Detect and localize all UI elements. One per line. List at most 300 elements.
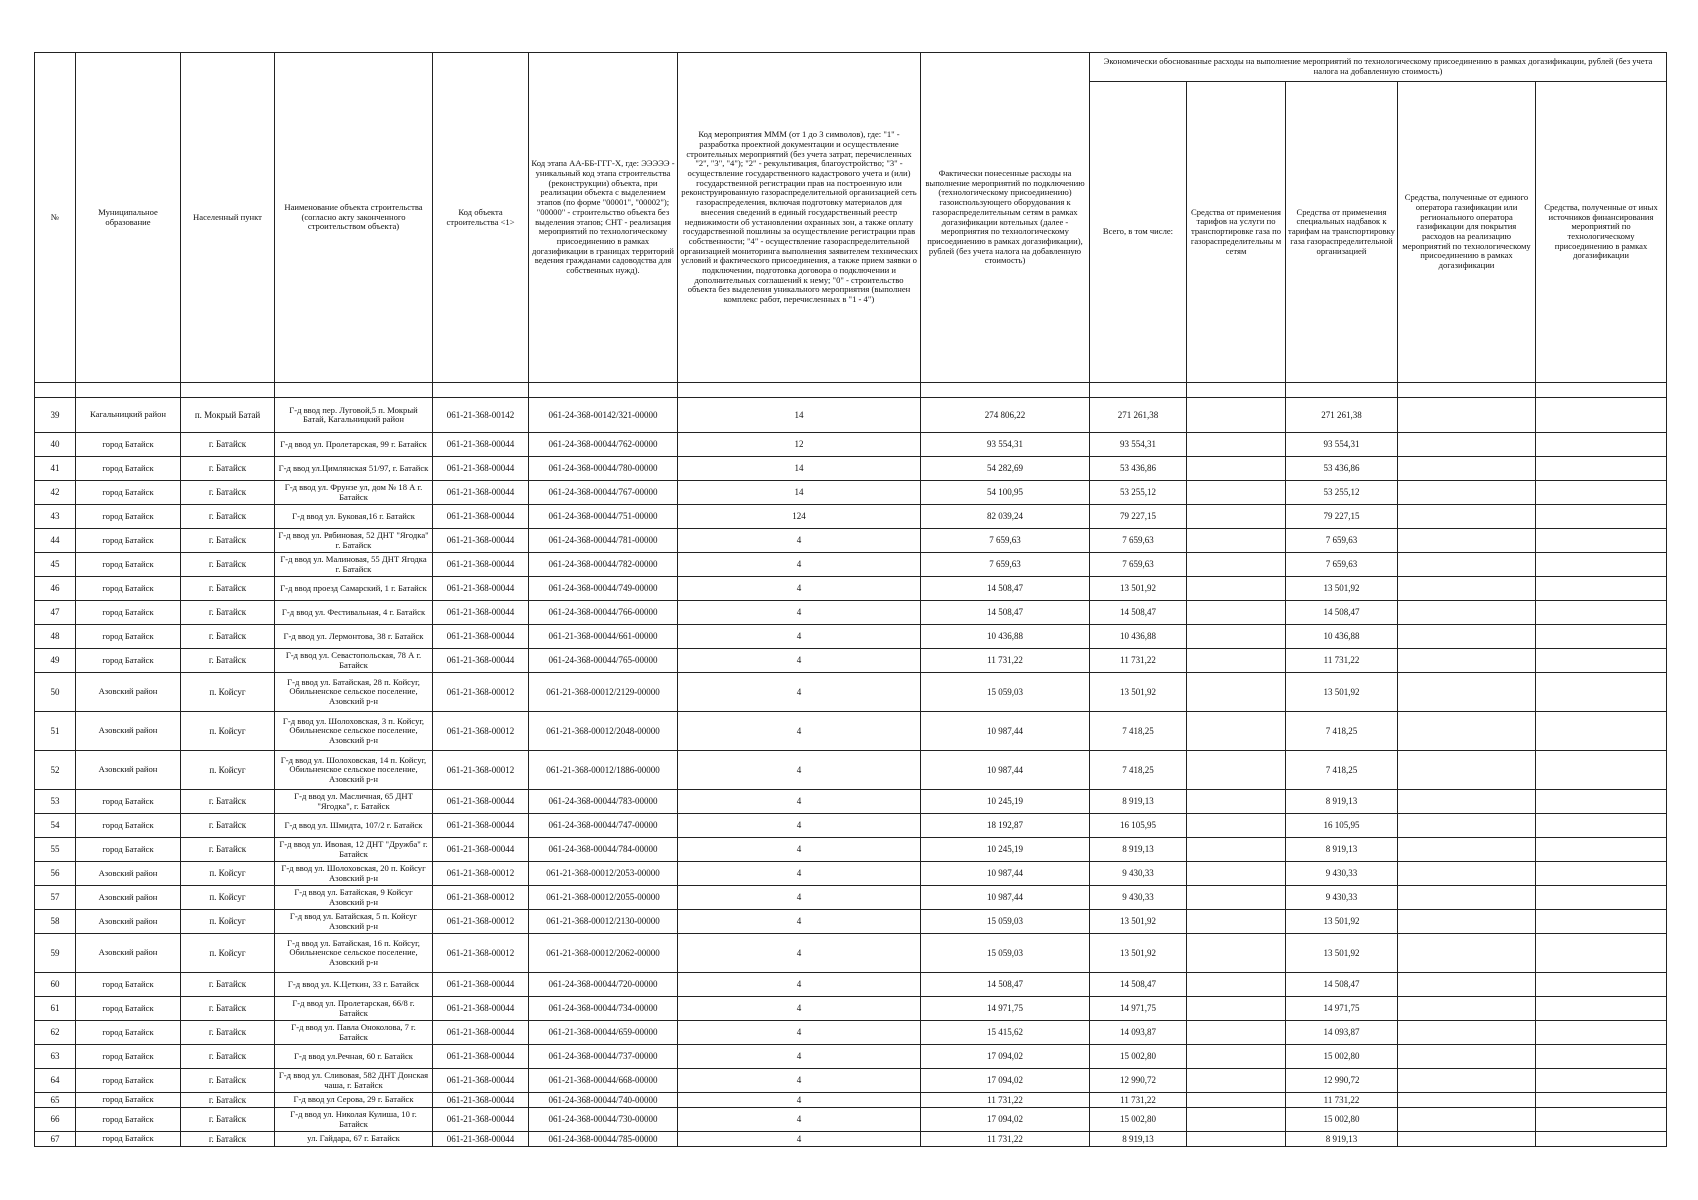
row-stage-code: 061-21-368-00012/2053-00000 (529, 862, 678, 886)
header-econ-group: Экономически обоснованные расходы на выполнение мероприятий по технологическому присоединению в рамках догазификации, рублей (без учета налога на добавленную стоимость) (1090, 53, 1667, 82)
row-measure-code: 4 (678, 838, 921, 862)
row-municipality: город Батайск (76, 1045, 181, 1069)
row-object-code: 061-21-368-00044 (433, 457, 529, 481)
row-object-name: Г-д ввод ул. Пролетарская, 66/8 г. Батайск (275, 997, 433, 1021)
row-measure-code: 4 (678, 529, 921, 553)
row-municipality: Азовский район (76, 910, 181, 934)
row-measure-code: 4 (678, 997, 921, 1021)
row-object-name: Г-д ввод ул Серова, 29 г. Батайск (275, 1093, 433, 1108)
row-tariff-funds (1187, 649, 1286, 673)
row-measure-code: 4 (678, 910, 921, 934)
row-operator-funds (1398, 934, 1536, 973)
row-measure-code: 4 (678, 886, 921, 910)
row-actual-costs: 17 094,02 (921, 1045, 1090, 1069)
table-row (35, 934, 1667, 973)
row-operator-funds (1398, 1045, 1536, 1069)
row-measure-code: 14 (678, 457, 921, 481)
row-settlement: г. Батайск (181, 973, 275, 997)
row-operator-funds (1398, 790, 1536, 814)
row-actual-costs: 7 659,63 (921, 553, 1090, 577)
row-object-code: 061-21-368-00012 (433, 673, 529, 712)
row-other-funds (1536, 577, 1667, 601)
row-object-code: 061-21-368-00044 (433, 433, 529, 457)
row-tariff-funds (1187, 910, 1286, 934)
row-stage-code: 061-24-368-00044/737-00000 (529, 1045, 678, 1069)
header-gap-row (35, 383, 1667, 398)
row-special-markup: 13 501,92 (1286, 910, 1398, 934)
row-object-code: 061-21-368-00044 (433, 601, 529, 625)
row-object-name: Г-д ввод ул. Батайская, 16 п. Койсуг, Обильненское сельское поселение, Азовский р-н (275, 934, 433, 973)
row-other-funds (1536, 1093, 1667, 1108)
row-object-code: 061-21-368-00012 (433, 886, 529, 910)
row-total: 12 990,72 (1090, 1069, 1187, 1093)
table-row (35, 1069, 1667, 1093)
table-body (35, 383, 1667, 1147)
row-object-code: 061-21-368-00044 (433, 1132, 529, 1147)
row-number: 43 (35, 505, 76, 529)
row-special-markup: 93 554,31 (1286, 433, 1398, 457)
row-municipality: Азовский район (76, 712, 181, 751)
row-number: 39 (35, 398, 76, 433)
row-operator-funds (1398, 601, 1536, 625)
row-tariff-funds (1187, 481, 1286, 505)
row-other-funds (1536, 457, 1667, 481)
row-settlement: г. Батайск (181, 790, 275, 814)
row-measure-code: 4 (678, 1093, 921, 1108)
gasification-costs-table (34, 52, 1667, 1147)
row-operator-funds (1398, 997, 1536, 1021)
row-settlement: г. Батайск (181, 997, 275, 1021)
row-actual-costs: 10 987,44 (921, 862, 1090, 886)
row-measure-code: 4 (678, 1021, 921, 1045)
row-actual-costs: 11 731,22 (921, 1093, 1090, 1108)
row-actual-costs: 82 039,24 (921, 505, 1090, 529)
row-number: 55 (35, 838, 76, 862)
row-municipality: город Батайск (76, 1021, 181, 1045)
row-total: 7 418,25 (1090, 751, 1187, 790)
row-total: 7 418,25 (1090, 712, 1187, 751)
row-object-name: Г-д ввод ул. Масличная, 65 ДНТ "Ягодка", г. Батайск (275, 790, 433, 814)
row-settlement: п. Койсуг (181, 910, 275, 934)
row-number: 48 (35, 625, 76, 649)
row-number: 50 (35, 673, 76, 712)
row-measure-code: 12 (678, 433, 921, 457)
row-operator-funds (1398, 625, 1536, 649)
row-tariff-funds (1187, 1069, 1286, 1093)
row-tariff-funds (1187, 712, 1286, 751)
row-settlement: г. Батайск (181, 1108, 275, 1132)
row-special-markup: 14 508,47 (1286, 973, 1398, 997)
row-municipality: город Батайск (76, 973, 181, 997)
row-actual-costs: 93 554,31 (921, 433, 1090, 457)
row-operator-funds (1398, 973, 1536, 997)
row-tariff-funds (1187, 1093, 1286, 1108)
row-special-markup: 7 659,63 (1286, 553, 1398, 577)
row-tariff-funds (1187, 553, 1286, 577)
table-row (35, 973, 1667, 997)
row-number: 67 (35, 1132, 76, 1147)
row-special-markup: 53 255,12 (1286, 481, 1398, 505)
row-object-name: Г-д ввод ул. Батайская, 9 Койсуг Азовский р-н (275, 886, 433, 910)
row-actual-costs: 14 508,47 (921, 577, 1090, 601)
row-other-funds (1536, 814, 1667, 838)
row-tariff-funds (1187, 505, 1286, 529)
row-object-code: 061-21-368-00012 (433, 712, 529, 751)
row-object-code: 061-21-368-00044 (433, 838, 529, 862)
table-row (35, 577, 1667, 601)
row-stage-code: 061-24-368-00044/765-00000 (529, 649, 678, 673)
row-settlement: г. Батайск (181, 649, 275, 673)
row-total: 13 501,92 (1090, 577, 1187, 601)
row-operator-funds (1398, 1108, 1536, 1132)
row-operator-funds (1398, 457, 1536, 481)
row-special-markup: 13 501,92 (1286, 577, 1398, 601)
row-other-funds (1536, 1021, 1667, 1045)
row-object-name: Г-д ввод ул. Батайская, 28 п. Койсуг, Обильненское сельское поселение, Азовский р-н (275, 673, 433, 712)
row-object-name: Г-д ввод пер. Луговой,5 п. Мокрый Батай, Кагальницкий район (275, 398, 433, 433)
table-row (35, 751, 1667, 790)
row-total: 53 255,12 (1090, 481, 1187, 505)
row-settlement: п. Койсуг (181, 751, 275, 790)
row-object-name: Г-д ввод ул. Шмидта, 107/2 г. Батайск (275, 814, 433, 838)
row-operator-funds (1398, 649, 1536, 673)
row-number: 42 (35, 481, 76, 505)
row-operator-funds (1398, 814, 1536, 838)
row-total: 13 501,92 (1090, 910, 1187, 934)
row-stage-code: 061-24-368-00044/762-00000 (529, 433, 678, 457)
table-row (35, 910, 1667, 934)
row-actual-costs: 18 192,87 (921, 814, 1090, 838)
row-measure-code: 4 (678, 673, 921, 712)
row-total: 7 659,63 (1090, 529, 1187, 553)
row-actual-costs: 15 415,62 (921, 1021, 1090, 1045)
row-stage-code: 061-24-368-00044/767-00000 (529, 481, 678, 505)
row-actual-costs: 10 245,19 (921, 838, 1090, 862)
row-actual-costs: 10 987,44 (921, 712, 1090, 751)
row-object-code: 061-21-368-00012 (433, 751, 529, 790)
row-object-code: 061-21-368-00044 (433, 625, 529, 649)
row-tariff-funds (1187, 577, 1286, 601)
row-special-markup: 15 002,80 (1286, 1045, 1398, 1069)
row-number: 52 (35, 751, 76, 790)
row-settlement: п. Койсуг (181, 712, 275, 751)
row-actual-costs: 15 059,03 (921, 673, 1090, 712)
header-other-funds: Средства, полученные от иных источников финансирования мероприятий по технологическому присоединению в рамках догазификации (1536, 82, 1667, 383)
row-stage-code: 061-24-368-00044/749-00000 (529, 577, 678, 601)
row-settlement: г. Батайск (181, 814, 275, 838)
row-number: 65 (35, 1093, 76, 1108)
row-tariff-funds (1187, 625, 1286, 649)
row-object-code: 061-21-368-00012 (433, 862, 529, 886)
row-operator-funds (1398, 751, 1536, 790)
row-measure-code: 4 (678, 553, 921, 577)
row-object-code: 061-21-368-00044 (433, 997, 529, 1021)
row-object-name: Г-д ввод проезд Самарский, 1 г. Батайск (275, 577, 433, 601)
row-total: 53 436,86 (1090, 457, 1187, 481)
table-row (35, 398, 1667, 433)
row-object-name: Г-д ввод ул.Речная, 60 г. Батайск (275, 1045, 433, 1069)
row-settlement: г. Батайск (181, 481, 275, 505)
row-tariff-funds (1187, 1132, 1286, 1147)
row-measure-code: 4 (678, 625, 921, 649)
row-special-markup: 11 731,22 (1286, 649, 1398, 673)
row-total: 9 430,33 (1090, 862, 1187, 886)
row-municipality: город Батайск (76, 481, 181, 505)
row-settlement: п. Мокрый Батай (181, 398, 275, 433)
row-municipality: город Батайск (76, 457, 181, 481)
table-row (35, 481, 1667, 505)
row-special-markup: 14 508,47 (1286, 601, 1398, 625)
table-row (35, 1045, 1667, 1069)
header-object-name: Наименование объекта строительства (согласно акту законченного строительством объекта) (275, 53, 433, 383)
row-special-markup: 9 430,33 (1286, 862, 1398, 886)
header-settlement: Населенный пункт (181, 53, 275, 383)
row-settlement: г. Батайск (181, 553, 275, 577)
row-municipality: Азовский район (76, 886, 181, 910)
row-object-code: 061-21-368-00044 (433, 790, 529, 814)
row-municipality: город Батайск (76, 505, 181, 529)
row-municipality: Азовский район (76, 751, 181, 790)
row-tariff-funds (1187, 398, 1286, 433)
row-special-markup: 7 418,25 (1286, 712, 1398, 751)
row-other-funds (1536, 1045, 1667, 1069)
row-stage-code: 061-24-368-00044/720-00000 (529, 973, 678, 997)
row-operator-funds (1398, 1132, 1536, 1147)
row-operator-funds (1398, 886, 1536, 910)
document-sheet (34, 52, 1666, 1147)
row-number: 51 (35, 712, 76, 751)
row-municipality: город Батайск (76, 1093, 181, 1108)
row-measure-code: 14 (678, 398, 921, 433)
row-operator-funds (1398, 673, 1536, 712)
row-stage-code: 061-24-368-00044/783-00000 (529, 790, 678, 814)
row-total: 7 659,63 (1090, 553, 1187, 577)
table-row (35, 649, 1667, 673)
row-object-name: Г-д ввод ул. Лермонтова, 38 г. Батайск (275, 625, 433, 649)
row-tariff-funds (1187, 886, 1286, 910)
row-settlement: г. Батайск (181, 577, 275, 601)
table-row (35, 814, 1667, 838)
row-special-markup: 15 002,80 (1286, 1108, 1398, 1132)
row-settlement: п. Койсуг (181, 673, 275, 712)
row-measure-code: 4 (678, 1069, 921, 1093)
row-municipality: город Батайск (76, 601, 181, 625)
row-object-code: 061-21-368-00012 (433, 910, 529, 934)
row-object-name: Г-д ввод ул. Николая Кулиша, 10 г. Батайск (275, 1108, 433, 1132)
row-object-name: ул. Гайдара, 67 г. Батайск (275, 1132, 433, 1147)
row-actual-costs: 15 059,03 (921, 934, 1090, 973)
row-object-code: 061-21-368-00044 (433, 1108, 529, 1132)
row-settlement: г. Батайск (181, 505, 275, 529)
row-special-markup: 12 990,72 (1286, 1069, 1398, 1093)
row-object-name: Г-д ввод ул. Шолоховская, 14 п. Койсуг, Обильненское сельское поселение, Азовский р-н (275, 751, 433, 790)
row-number: 66 (35, 1108, 76, 1132)
row-object-code: 061-21-368-00044 (433, 1069, 529, 1093)
row-object-name: Г-д ввод ул. Рябиновая, 52 ДНТ "Ягодка" г. Батайск (275, 529, 433, 553)
row-other-funds (1536, 398, 1667, 433)
row-municipality: город Батайск (76, 577, 181, 601)
table-row (35, 997, 1667, 1021)
table-row (35, 862, 1667, 886)
row-total: 13 501,92 (1090, 934, 1187, 973)
row-other-funds (1536, 751, 1667, 790)
row-settlement: г. Батайск (181, 457, 275, 481)
row-number: 53 (35, 790, 76, 814)
row-total: 9 430,33 (1090, 886, 1187, 910)
row-other-funds (1536, 481, 1667, 505)
row-object-name: Г-д ввод ул. Буковая,16 г. Батайск (275, 505, 433, 529)
row-measure-code: 4 (678, 577, 921, 601)
row-object-name: Г-д ввод ул. Фестивальная, 4 г. Батайск (275, 601, 433, 625)
row-total: 14 093,87 (1090, 1021, 1187, 1045)
row-special-markup: 9 430,33 (1286, 886, 1398, 910)
row-measure-code: 4 (678, 1108, 921, 1132)
row-measure-code: 4 (678, 1132, 921, 1147)
row-tariff-funds (1187, 1108, 1286, 1132)
row-total: 14 508,47 (1090, 601, 1187, 625)
row-municipality: Азовский район (76, 673, 181, 712)
row-municipality: город Батайск (76, 433, 181, 457)
row-tariff-funds (1187, 751, 1286, 790)
row-total: 13 501,92 (1090, 673, 1187, 712)
row-total: 15 002,80 (1090, 1108, 1187, 1132)
table-row (35, 457, 1667, 481)
row-stage-code: 061-24-368-00044/751-00000 (529, 505, 678, 529)
row-operator-funds (1398, 1069, 1536, 1093)
row-stage-code: 061-24-368-00044/730-00000 (529, 1108, 678, 1132)
row-object-code: 061-21-368-00044 (433, 1093, 529, 1108)
row-special-markup: 7 418,25 (1286, 751, 1398, 790)
row-settlement: г. Батайск (181, 1021, 275, 1045)
table-row (35, 673, 1667, 712)
row-number: 40 (35, 433, 76, 457)
row-number: 54 (35, 814, 76, 838)
row-actual-costs: 274 806,22 (921, 398, 1090, 433)
row-measure-code: 4 (678, 1045, 921, 1069)
row-other-funds (1536, 1108, 1667, 1132)
row-total: 8 919,13 (1090, 838, 1187, 862)
row-other-funds (1536, 934, 1667, 973)
row-operator-funds (1398, 398, 1536, 433)
row-municipality: город Батайск (76, 838, 181, 862)
row-stage-code: 061-21-368-00012/2048-00000 (529, 712, 678, 751)
row-stage-code: 061-24-368-00044/747-00000 (529, 814, 678, 838)
row-actual-costs: 15 059,03 (921, 910, 1090, 934)
row-object-code: 061-21-368-00012 (433, 934, 529, 973)
table-row (35, 433, 1667, 457)
row-number: 63 (35, 1045, 76, 1069)
row-special-markup: 16 105,95 (1286, 814, 1398, 838)
table-row (35, 790, 1667, 814)
row-object-code: 061-21-368-00044 (433, 481, 529, 505)
row-tariff-funds (1187, 1021, 1286, 1045)
row-settlement: г. Батайск (181, 1093, 275, 1108)
row-number: 57 (35, 886, 76, 910)
row-special-markup: 13 501,92 (1286, 934, 1398, 973)
row-object-code: 061-21-368-00044 (433, 1021, 529, 1045)
row-settlement: г. Батайск (181, 1069, 275, 1093)
table-row (35, 712, 1667, 751)
table-row (35, 1021, 1667, 1045)
row-object-name: Г-д ввод ул. Фрунзе ул, дом № 18 А г. Батайск (275, 481, 433, 505)
row-other-funds (1536, 1069, 1667, 1093)
row-other-funds (1536, 790, 1667, 814)
table-row (35, 1132, 1667, 1147)
row-object-name: Г-д ввод ул. Батайская, 5 п. Койсуг Азовский р-н (275, 910, 433, 934)
row-total: 11 731,22 (1090, 649, 1187, 673)
header-actual-costs: Фактически понесенные расходы на выполнение мероприятий по подключению (технологическому присоединению) газоиспользующего оборудования к газораспределительным сетям в рамках догазификации котельных (далее - мероприятия по технологическому присоединению в рамках догазификации), рублей (без учета налога на добавленную стоимость) (921, 53, 1090, 383)
row-municipality: город Батайск (76, 997, 181, 1021)
row-other-funds (1536, 886, 1667, 910)
row-measure-code: 14 (678, 481, 921, 505)
row-measure-code: 124 (678, 505, 921, 529)
row-stage-code: 061-24-368-00044/781-00000 (529, 529, 678, 553)
row-object-name: Г-д ввод ул. Сливовая, 582 ДНТ Донская чаша, г. Батайск (275, 1069, 433, 1093)
row-total: 11 731,22 (1090, 1093, 1187, 1108)
row-municipality: город Батайск (76, 814, 181, 838)
header-measure-code: Код мероприятия МММ (от 1 до 3 символов), где: "1" - разработка проектной документации и осуществление строительных мероприятий (без учета затрат, перечисленных "2", "3", "4"); "2" - рекультивация, благоустройство; "3" - осуществление государственного кадастрового учета и (или) государственной регистрации прав на построенную или реконструированную газораспределительной организацией сеть газораспределения, включая подготовку материалов для внесения сведений в единый государственный реестр недвижимости об установлении охранных зон, а также оплату государственной пошлины за осуществление регистрации прав собственности; "4" - осуществление газораспределительной организацией мониторинга выполнения заявителем технических условий и фактического присоединения, а также прием заявки о подключении, подготовка договора о подключении и дополнительных соглашений к нему; "0" - строительство объекта без выделения уникального мероприятия (выполнен комплекс работ, перечисленных в "1 - 4") (678, 53, 921, 383)
row-number: 62 (35, 1021, 76, 1045)
row-tariff-funds (1187, 997, 1286, 1021)
row-object-code: 061-21-368-00044 (433, 1045, 529, 1069)
row-stage-code: 061-21-368-00012/1886-00000 (529, 751, 678, 790)
row-stage-code: 061-21-368-00012/2055-00000 (529, 886, 678, 910)
row-total: 271 261,38 (1090, 398, 1187, 433)
row-actual-costs: 10 436,88 (921, 625, 1090, 649)
table-row (35, 529, 1667, 553)
row-measure-code: 4 (678, 601, 921, 625)
row-tariff-funds (1187, 862, 1286, 886)
row-tariff-funds (1187, 838, 1286, 862)
table-row (35, 553, 1667, 577)
row-settlement: г. Батайск (181, 601, 275, 625)
row-total: 93 554,31 (1090, 433, 1187, 457)
row-number: 58 (35, 910, 76, 934)
header-object-code: Код объекта строительства <1> (433, 53, 529, 383)
row-stage-code: 061-21-368-00044/661-00000 (529, 625, 678, 649)
row-operator-funds (1398, 433, 1536, 457)
row-operator-funds (1398, 838, 1536, 862)
row-measure-code: 4 (678, 862, 921, 886)
row-municipality: город Батайск (76, 529, 181, 553)
row-tariff-funds (1187, 934, 1286, 973)
row-object-code: 061-21-368-00044 (433, 649, 529, 673)
row-special-markup: 53 436,86 (1286, 457, 1398, 481)
row-actual-costs: 7 659,63 (921, 529, 1090, 553)
row-actual-costs: 11 731,22 (921, 1132, 1090, 1147)
row-municipality: город Батайск (76, 625, 181, 649)
row-municipality: город Батайск (76, 553, 181, 577)
row-measure-code: 4 (678, 973, 921, 997)
table-row (35, 505, 1667, 529)
row-object-code: 061-21-368-00044 (433, 553, 529, 577)
row-other-funds (1536, 649, 1667, 673)
row-other-funds (1536, 505, 1667, 529)
row-special-markup: 11 731,22 (1286, 1093, 1398, 1108)
row-special-markup: 8 919,13 (1286, 790, 1398, 814)
row-other-funds (1536, 673, 1667, 712)
row-municipality: Азовский район (76, 862, 181, 886)
header-stage-code: Код этапа АА-ББ-ГГГ-Х, где: ЭЭЭЭЭ - уникальный код этапа строительства (реконструкции) объекта, при реализации объекта с выделением этапов (по форме "00001", "00002"); "00000" - строительство объекта без выделения этапов; СНТ - реализация мероприятий по технологическому присоединению в рамках догазификации в границах территорий ведения гражданами садоводства для собственных нужд). (529, 53, 678, 383)
table-header (35, 53, 1667, 383)
header-total: Всего, в том числе: (1090, 82, 1187, 383)
table-row (35, 886, 1667, 910)
table-row (35, 625, 1667, 649)
row-object-name: Г-д ввод ул. Севастопольская, 78 А г. Батайск (275, 649, 433, 673)
header-special-markup: Средства от применения специальных надбавок к тарифам на транспортировку газа газораспределительной организацией (1286, 82, 1398, 383)
row-tariff-funds (1187, 457, 1286, 481)
row-other-funds (1536, 910, 1667, 934)
